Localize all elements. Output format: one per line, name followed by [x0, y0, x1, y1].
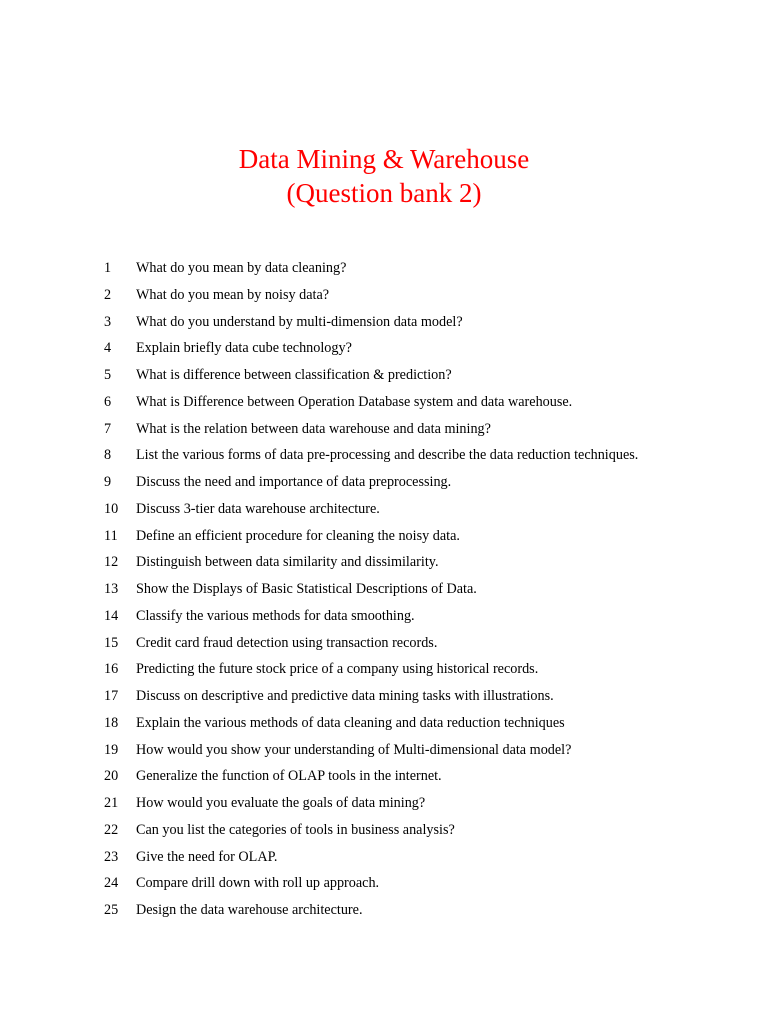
- title-line-main: Data Mining & Warehouse: [238, 144, 530, 174]
- question-number: 18: [104, 714, 119, 731]
- question-text: Generalize the function of OLAP tools in the internet.: [136, 768, 442, 785]
- question-item: [104, 338, 754, 365]
- question-number: 10: [104, 500, 119, 517]
- question-text: Distinguish between data similarity and dissimilarity.: [136, 554, 439, 571]
- question-text: Discuss on descriptive and predictive data mining tasks with illustrations.: [136, 688, 554, 704]
- question-text: Show the Displays of Basic Statistical Descriptions of Data.: [136, 581, 477, 597]
- question-item: [104, 445, 754, 472]
- question-item: [104, 659, 754, 686]
- question-text: What do you mean by noisy data?: [136, 286, 330, 303]
- question-number: 15: [104, 634, 119, 651]
- question-item: [104, 766, 754, 793]
- question-text: Define an efficient procedure for cleaning the noisy data.: [136, 527, 460, 544]
- question-item: [104, 526, 754, 553]
- question-number: 22: [104, 821, 119, 838]
- question-number: 4: [104, 340, 112, 357]
- question-text: Explain briefly data cube technology?: [136, 340, 352, 357]
- question-number: 20: [104, 768, 119, 785]
- question-text: Predicting the future stock price of a company using historical records.: [136, 661, 539, 678]
- question-text: Classify the various methods for data smoothing.: [136, 607, 415, 624]
- question-item: [104, 820, 754, 847]
- question-list: [104, 258, 754, 927]
- question-item: [104, 312, 754, 339]
- question-item: [104, 392, 754, 419]
- question-text: Design the data warehouse architecture.: [136, 902, 363, 918]
- question-text: List the various forms of data pre-processing and describe the data reduction techniques.: [136, 447, 639, 464]
- question-text: What do you understand by multi-dimension data model?: [136, 313, 463, 330]
- question-item: [104, 419, 754, 446]
- question-number: 25: [104, 902, 119, 918]
- question-text: What is the relation between data warehouse and data mining?: [136, 420, 491, 437]
- question-item: [104, 686, 754, 713]
- question-item: [104, 606, 754, 633]
- question-text: How would you show your understanding of Multi-dimensional data model?: [136, 741, 572, 758]
- question-item: [104, 365, 754, 392]
- question-number: 6: [104, 393, 112, 410]
- question-text: What is difference between classification & prediction?: [136, 367, 452, 383]
- question-number: 23: [104, 848, 119, 865]
- question-item: [104, 579, 754, 606]
- question-number: 7: [104, 420, 112, 437]
- question-item: [104, 793, 754, 820]
- question-number: 11: [104, 527, 118, 544]
- question-number: 16: [104, 661, 119, 678]
- question-number: 1: [104, 260, 112, 276]
- question-text: What is Difference between Operation Database system and data warehouse.: [136, 393, 573, 410]
- question-number: 24: [104, 875, 119, 892]
- question-item: [104, 873, 754, 900]
- question-text: Credit card fraud detection using transaction records.: [136, 634, 438, 651]
- question-item: [104, 633, 754, 660]
- question-number: 14: [104, 607, 119, 624]
- question-text: Discuss 3-tier data warehouse architecture.: [136, 500, 380, 517]
- title-line-subtitle: (Question bank 2): [286, 178, 482, 208]
- question-number: 3: [104, 313, 112, 330]
- question-item: [104, 552, 754, 579]
- question-item: [104, 472, 754, 499]
- question-item: [104, 285, 754, 312]
- question-item: [104, 900, 754, 927]
- question-text: Discuss the need and importance of data preprocessing.: [136, 474, 452, 490]
- question-text: Give the need for OLAP.: [136, 848, 278, 865]
- question-text: How would you evaluate the goals of data mining?: [136, 795, 426, 811]
- question-item: [104, 847, 754, 874]
- question-number: 12: [104, 554, 119, 571]
- question-number: 21: [104, 795, 119, 811]
- document-title: [0, 142, 768, 210]
- question-text: Explain the various methods of data cleaning and data reduction techniques: [136, 714, 565, 731]
- question-number: 17: [104, 688, 119, 704]
- question-text: Can you list the categories of tools in business analysis?: [136, 821, 455, 838]
- question-text: What do you mean by data cleaning?: [136, 260, 347, 276]
- question-item: [104, 499, 754, 526]
- question-number: 5: [104, 367, 112, 383]
- question-item: [104, 740, 754, 767]
- question-number: 9: [104, 474, 112, 490]
- question-item: [104, 713, 754, 740]
- question-number: 13: [104, 581, 119, 597]
- question-number: 2: [104, 286, 112, 303]
- question-number: 8: [104, 447, 112, 464]
- question-item: [104, 258, 754, 285]
- question-text: Compare drill down with roll up approach.: [136, 875, 380, 892]
- question-number: 19: [104, 741, 119, 758]
